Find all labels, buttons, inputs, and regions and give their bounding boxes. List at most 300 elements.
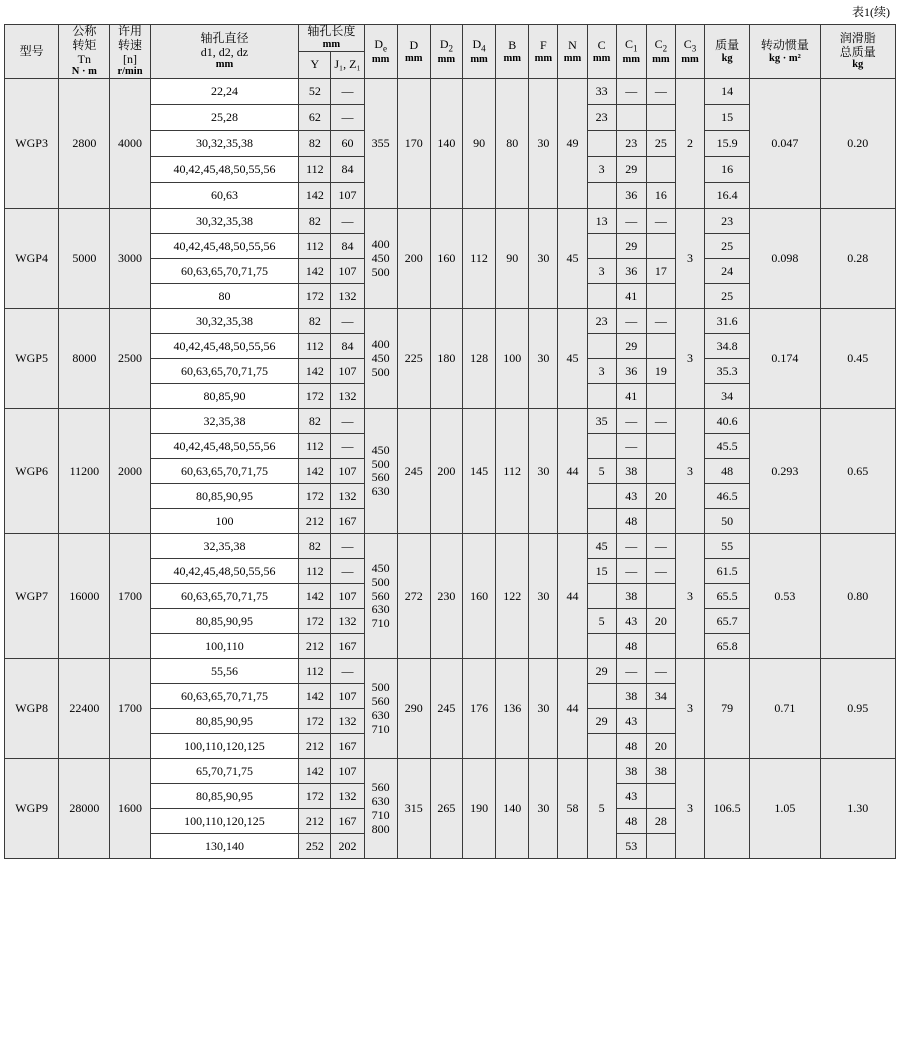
cell-bore-length-J1Z1: 60 xyxy=(331,131,364,157)
cell-De: 500 560 630 710 xyxy=(364,659,397,759)
cell-D2: 265 xyxy=(430,759,462,859)
cell-bore-length-Y: 142 xyxy=(299,684,331,709)
cell-bore-diameter: 80,85,90,95 xyxy=(150,784,299,809)
cell-C xyxy=(587,634,616,659)
cell-bore-diameter: 65,70,71,75 xyxy=(150,759,299,784)
cell-C xyxy=(587,284,616,309)
header-bore-len-J1Z1: J₁, Z₁ xyxy=(331,51,364,79)
cell-bore-length-J1Z1: 167 xyxy=(331,634,364,659)
cell-grease: 0.80 xyxy=(820,534,895,659)
cell-bore-length-J1Z1: 84 xyxy=(331,157,364,183)
cell-bore-length-J1Z1: 84 xyxy=(331,334,364,359)
cell-bore-length-Y: 112 xyxy=(299,434,331,459)
header-D: D mm xyxy=(397,25,430,79)
cell-N: 49 xyxy=(558,79,587,209)
cell-mass: 14 xyxy=(705,79,750,105)
cell-model: WGP4 xyxy=(5,209,59,309)
cell-bore-diameter: 100,110,120,125 xyxy=(150,809,299,834)
cell-F: 30 xyxy=(529,659,558,759)
cell-bore-diameter: 32,35,38 xyxy=(150,534,299,559)
cell-mass: 48 xyxy=(705,459,750,484)
cell-C1 xyxy=(616,105,646,131)
cell-bore-length-Y: 142 xyxy=(299,183,331,209)
cell-C: 23 xyxy=(587,105,616,131)
cell-B: 100 xyxy=(496,309,529,409)
cell-bore-length-Y: 82 xyxy=(299,309,331,334)
cell-C3: 3 xyxy=(675,309,704,409)
cell-C xyxy=(587,183,616,209)
cell-C2: 25 xyxy=(646,131,675,157)
cell-bore-length-Y: 172 xyxy=(299,284,331,309)
cell-C: 13 xyxy=(587,209,616,234)
cell-bore-length-Y: 112 xyxy=(299,234,331,259)
cell-mass: 34 xyxy=(705,384,750,409)
cell-C xyxy=(587,734,616,759)
cell-C xyxy=(587,131,616,157)
cell-B: 122 xyxy=(496,534,529,659)
cell-C2: — xyxy=(646,534,675,559)
cell-C2 xyxy=(646,784,675,809)
cell-F: 30 xyxy=(529,759,558,859)
cell-C1: 43 xyxy=(616,709,646,734)
cell-bore-length-Y: 82 xyxy=(299,409,331,434)
table-row xyxy=(5,759,896,784)
cell-bore-diameter: 32,35,38 xyxy=(150,409,299,434)
cell-C2 xyxy=(646,284,675,309)
cell-bore-diameter: 60,63,65,70,71,75 xyxy=(150,584,299,609)
cell-speed: 4000 xyxy=(110,79,150,209)
cell-bore-diameter: 30,32,35,38 xyxy=(150,131,299,157)
cell-bore-length-J1Z1: 107 xyxy=(331,259,364,284)
cell-mass: 55 xyxy=(705,534,750,559)
table-row xyxy=(5,309,896,334)
cell-C: 33 xyxy=(587,79,616,105)
cell-C xyxy=(587,684,616,709)
cell-De: 400 450 500 xyxy=(364,309,397,409)
cell-torque: 28000 xyxy=(59,759,110,859)
cell-C2: 16 xyxy=(646,183,675,209)
cell-mass: 15 xyxy=(705,105,750,131)
cell-B: 112 xyxy=(496,409,529,534)
cell-C2 xyxy=(646,509,675,534)
cell-bore-diameter: 80,85,90,95 xyxy=(150,609,299,634)
cell-C1: 23 xyxy=(616,131,646,157)
cell-bore-length-J1Z1: 167 xyxy=(331,734,364,759)
cell-bore-length-J1Z1: — xyxy=(331,409,364,434)
cell-F: 30 xyxy=(529,309,558,409)
cell-C1: 29 xyxy=(616,157,646,183)
cell-bore-length-J1Z1: 107 xyxy=(331,183,364,209)
cell-mass: 35.3 xyxy=(705,359,750,384)
cell-mass: 25 xyxy=(705,284,750,309)
cell-bore-length-Y: 112 xyxy=(299,334,331,359)
cell-C xyxy=(587,334,616,359)
cell-C1: — xyxy=(616,309,646,334)
cell-C: 5 xyxy=(587,609,616,634)
cell-bore-length-Y: 112 xyxy=(299,659,331,684)
cell-bore-length-Y: 62 xyxy=(299,105,331,131)
cell-model: WGP7 xyxy=(5,534,59,659)
cell-inertia: 0.174 xyxy=(750,309,820,409)
cell-C2 xyxy=(646,105,675,131)
cell-mass: 31.6 xyxy=(705,309,750,334)
cell-mass: 25 xyxy=(705,234,750,259)
cell-D: 245 xyxy=(397,409,430,534)
cell-C2 xyxy=(646,334,675,359)
cell-bore-length-J1Z1: 132 xyxy=(331,609,364,634)
cell-C1: 43 xyxy=(616,784,646,809)
header-De: $D_e$ mm xyxy=(364,25,397,79)
cell-torque: 16000 xyxy=(59,534,110,659)
cell-bore-diameter: 55,56 xyxy=(150,659,299,684)
cell-inertia: 1.05 xyxy=(750,759,820,859)
cell-bore-diameter: 60,63,65,70,71,75 xyxy=(150,359,299,384)
cell-C: 5 xyxy=(587,459,616,484)
cell-C3: 2 xyxy=(675,79,704,209)
header-D2: $D_2$ mm xyxy=(430,25,462,79)
cell-B: 136 xyxy=(496,659,529,759)
cell-bore-length-Y: 172 xyxy=(299,384,331,409)
cell-bore-length-Y: 82 xyxy=(299,534,331,559)
cell-bore-length-J1Z1: 107 xyxy=(331,584,364,609)
cell-bore-length-Y: 212 xyxy=(299,634,331,659)
cell-bore-length-Y: 212 xyxy=(299,734,331,759)
cell-C1: — xyxy=(616,534,646,559)
cell-bore-length-J1Z1: 107 xyxy=(331,459,364,484)
cell-bore-length-J1Z1: — xyxy=(331,659,364,684)
cell-C: 29 xyxy=(587,659,616,684)
cell-C xyxy=(587,484,616,509)
cell-D4: 112 xyxy=(463,209,496,309)
cell-C1: — xyxy=(616,209,646,234)
cell-grease: 0.95 xyxy=(820,659,895,759)
cell-C2: 38 xyxy=(646,759,675,784)
cell-N: 44 xyxy=(558,659,587,759)
cell-bore-diameter: 130,140 xyxy=(150,834,299,859)
cell-C1: 36 xyxy=(616,259,646,284)
cell-bore-length-J1Z1: — xyxy=(331,309,364,334)
table-header xyxy=(5,25,896,79)
cell-bore-length-J1Z1: 107 xyxy=(331,359,364,384)
cell-D4: 160 xyxy=(463,534,496,659)
cell-bore-diameter: 40,42,45,48,50,55,56 xyxy=(150,559,299,584)
cell-D2: 245 xyxy=(430,659,462,759)
cell-bore-diameter: 80,85,90,95 xyxy=(150,709,299,734)
cell-bore-diameter: 60,63,65,70,71,75 xyxy=(150,459,299,484)
cell-C xyxy=(587,509,616,534)
cell-bore-diameter: 80,85,90 xyxy=(150,384,299,409)
cell-bore-length-J1Z1: — xyxy=(331,534,364,559)
cell-inertia: 0.71 xyxy=(750,659,820,759)
cell-bore-diameter: 40,42,45,48,50,55,56 xyxy=(150,334,299,359)
cell-bore-diameter: 25,28 xyxy=(150,105,299,131)
cell-C2: — xyxy=(646,209,675,234)
cell-C2 xyxy=(646,709,675,734)
cell-speed: 1700 xyxy=(110,534,150,659)
coupling-spec-table xyxy=(4,24,896,859)
cell-bore-diameter: 22,24 xyxy=(150,79,299,105)
cell-N: 45 xyxy=(558,309,587,409)
cell-bore-length-J1Z1: — xyxy=(331,209,364,234)
cell-bore-diameter: 40,42,45,48,50,55,56 xyxy=(150,157,299,183)
cell-C1: 48 xyxy=(616,809,646,834)
cell-bore-length-Y: 142 xyxy=(299,259,331,284)
header-model: 型号 xyxy=(5,25,59,79)
cell-D4: 190 xyxy=(463,759,496,859)
cell-mass: 46.5 xyxy=(705,484,750,509)
cell-bore-diameter: 40,42,45,48,50,55,56 xyxy=(150,234,299,259)
cell-mass: 106.5 xyxy=(705,759,750,859)
cell-C1: 43 xyxy=(616,609,646,634)
cell-D2: 160 xyxy=(430,209,462,309)
cell-bore-length-Y: 112 xyxy=(299,157,331,183)
cell-bore-length-J1Z1: — xyxy=(331,79,364,105)
cell-C1: 43 xyxy=(616,484,646,509)
cell-bore-length-Y: 82 xyxy=(299,131,331,157)
cell-C1: 48 xyxy=(616,634,646,659)
header-inertia: 转动惯量 kg · m² xyxy=(750,25,820,79)
header-bore-diameter: 轴孔直径 d1, d2, dz mm xyxy=(150,25,299,79)
header-B: B mm xyxy=(496,25,529,79)
cell-bore-length-Y: 172 xyxy=(299,484,331,509)
cell-inertia: 0.293 xyxy=(750,409,820,534)
cell-mass: 23 xyxy=(705,209,750,234)
cell-speed: 1700 xyxy=(110,659,150,759)
cell-bore-diameter: 80 xyxy=(150,284,299,309)
cell-bore-length-J1Z1: 132 xyxy=(331,284,364,309)
cell-D4: 145 xyxy=(463,409,496,534)
cell-mass: 50 xyxy=(705,509,750,534)
cell-D: 315 xyxy=(397,759,430,859)
cell-C2: 20 xyxy=(646,609,675,634)
cell-speed: 2000 xyxy=(110,409,150,534)
cell-C: 29 xyxy=(587,709,616,734)
cell-C: 35 xyxy=(587,409,616,434)
cell-C1: 48 xyxy=(616,509,646,534)
cell-D2: 180 xyxy=(430,309,462,409)
header-grease: 润滑脂 总质量 kg xyxy=(820,25,895,79)
cell-bore-diameter: 30,32,35,38 xyxy=(150,309,299,334)
cell-bore-length-J1Z1: — xyxy=(331,559,364,584)
cell-torque: 8000 xyxy=(59,309,110,409)
cell-model: WGP9 xyxy=(5,759,59,859)
cell-bore-length-Y: 172 xyxy=(299,609,331,634)
cell-C2: 34 xyxy=(646,684,675,709)
cell-D4: 90 xyxy=(463,79,496,209)
cell-bore-diameter: 60,63 xyxy=(150,183,299,209)
cell-C1: — xyxy=(616,79,646,105)
cell-mass: 61.5 xyxy=(705,559,750,584)
cell-grease: 0.20 xyxy=(820,79,895,209)
cell-C1: — xyxy=(616,409,646,434)
cell-mass: 65.5 xyxy=(705,584,750,609)
cell-C2: 28 xyxy=(646,809,675,834)
cell-C: 5 xyxy=(587,759,616,859)
cell-C2: — xyxy=(646,309,675,334)
cell-B: 90 xyxy=(496,209,529,309)
cell-C2 xyxy=(646,434,675,459)
cell-mass: 45.5 xyxy=(705,434,750,459)
table-row xyxy=(5,534,896,559)
cell-C3: 3 xyxy=(675,534,704,659)
cell-C1: 53 xyxy=(616,834,646,859)
cell-C3: 3 xyxy=(675,409,704,534)
cell-mass: 15.9 xyxy=(705,131,750,157)
cell-C: 3 xyxy=(587,157,616,183)
cell-grease: 0.65 xyxy=(820,409,895,534)
cell-B: 80 xyxy=(496,79,529,209)
cell-bore-diameter: 100 xyxy=(150,509,299,534)
table-row xyxy=(5,659,896,684)
cell-torque: 5000 xyxy=(59,209,110,309)
cell-C: 45 xyxy=(587,534,616,559)
cell-C2 xyxy=(646,634,675,659)
cell-C1: — xyxy=(616,559,646,584)
cell-bore-diameter: 60,63,65,70,71,75 xyxy=(150,684,299,709)
cell-bore-length-Y: 212 xyxy=(299,809,331,834)
cell-De: 560 630 710 800 xyxy=(364,759,397,859)
cell-bore-length-J1Z1: 167 xyxy=(331,809,364,834)
cell-bore-length-Y: 112 xyxy=(299,559,331,584)
cell-bore-diameter: 60,63,65,70,71,75 xyxy=(150,259,299,284)
cell-N: 58 xyxy=(558,759,587,859)
cell-C1: — xyxy=(616,659,646,684)
cell-speed: 2500 xyxy=(110,309,150,409)
cell-C: 3 xyxy=(587,359,616,384)
cell-bore-length-J1Z1: 107 xyxy=(331,684,364,709)
cell-model: WGP3 xyxy=(5,79,59,209)
cell-bore-length-J1Z1: 132 xyxy=(331,384,364,409)
cell-mass: 65.8 xyxy=(705,634,750,659)
cell-bore-length-Y: 142 xyxy=(299,759,331,784)
cell-inertia: 0.53 xyxy=(750,534,820,659)
cell-C2 xyxy=(646,384,675,409)
cell-F: 30 xyxy=(529,79,558,209)
cell-bore-length-Y: 172 xyxy=(299,784,331,809)
cell-C2: 17 xyxy=(646,259,675,284)
cell-grease: 0.45 xyxy=(820,309,895,409)
cell-F: 30 xyxy=(529,409,558,534)
cell-F: 30 xyxy=(529,209,558,309)
cell-inertia: 0.047 xyxy=(750,79,820,209)
cell-C2: — xyxy=(646,659,675,684)
cell-C: 23 xyxy=(587,309,616,334)
cell-C2: 19 xyxy=(646,359,675,384)
cell-C: 15 xyxy=(587,559,616,584)
cell-mass: 16.4 xyxy=(705,183,750,209)
cell-C1: 29 xyxy=(616,234,646,259)
cell-C2 xyxy=(646,459,675,484)
cell-grease: 1.30 xyxy=(820,759,895,859)
cell-bore-diameter: 100,110 xyxy=(150,634,299,659)
cell-bore-diameter: 40,42,45,48,50,55,56 xyxy=(150,434,299,459)
cell-mass: 79 xyxy=(705,659,750,759)
cell-C3: 3 xyxy=(675,759,704,859)
cell-bore-length-Y: 252 xyxy=(299,834,331,859)
header-speed: 许用 转速 [n] r/min xyxy=(110,25,150,79)
cell-model: WGP8 xyxy=(5,659,59,759)
cell-C2 xyxy=(646,834,675,859)
table-caption: 表1(续) xyxy=(852,5,890,19)
table-row xyxy=(5,409,896,434)
cell-D2: 140 xyxy=(430,79,462,209)
header-N: N mm xyxy=(558,25,587,79)
cell-D4: 176 xyxy=(463,659,496,759)
cell-bore-diameter: 100,110,120,125 xyxy=(150,734,299,759)
cell-bore-length-J1Z1: 202 xyxy=(331,834,364,859)
cell-mass: 40.6 xyxy=(705,409,750,434)
cell-D2: 200 xyxy=(430,409,462,534)
cell-C1: — xyxy=(616,434,646,459)
cell-bore-length-Y: 142 xyxy=(299,459,331,484)
cell-C1: 29 xyxy=(616,334,646,359)
cell-bore-diameter: 80,85,90,95 xyxy=(150,484,299,509)
table-row xyxy=(5,79,896,105)
cell-bore-length-J1Z1: 107 xyxy=(331,759,364,784)
cell-B: 140 xyxy=(496,759,529,859)
cell-C1: 38 xyxy=(616,584,646,609)
table-body xyxy=(5,79,896,859)
cell-mass: 65.7 xyxy=(705,609,750,634)
cell-torque: 2800 xyxy=(59,79,110,209)
cell-De: 355 xyxy=(364,79,397,209)
cell-C2 xyxy=(646,234,675,259)
cell-F: 30 xyxy=(529,534,558,659)
header-mass: 质量 kg xyxy=(705,25,750,79)
header-D4: $D_4$ mm xyxy=(463,25,496,79)
cell-C2: 20 xyxy=(646,484,675,509)
cell-N: 45 xyxy=(558,209,587,309)
cell-C1: 41 xyxy=(616,284,646,309)
cell-C1: 48 xyxy=(616,734,646,759)
cell-C1: 36 xyxy=(616,183,646,209)
cell-model: WGP5 xyxy=(5,309,59,409)
cell-D: 170 xyxy=(397,79,430,209)
cell-bore-length-J1Z1: 132 xyxy=(331,709,364,734)
cell-C1: 38 xyxy=(616,759,646,784)
cell-N: 44 xyxy=(558,534,587,659)
cell-C2 xyxy=(646,584,675,609)
cell-D: 225 xyxy=(397,309,430,409)
cell-bore-length-Y: 82 xyxy=(299,209,331,234)
cell-De: 400 450 500 xyxy=(364,209,397,309)
cell-C1: 36 xyxy=(616,359,646,384)
cell-C2: 20 xyxy=(646,734,675,759)
cell-D: 272 xyxy=(397,534,430,659)
header-C: C mm xyxy=(587,25,616,79)
cell-bore-length-Y: 142 xyxy=(299,359,331,384)
cell-grease: 0.28 xyxy=(820,209,895,309)
cell-mass: 24 xyxy=(705,259,750,284)
cell-C3: 3 xyxy=(675,659,704,759)
cell-C xyxy=(587,434,616,459)
header-F: F mm xyxy=(529,25,558,79)
cell-C xyxy=(587,384,616,409)
cell-C2: — xyxy=(646,559,675,584)
cell-C1: 41 xyxy=(616,384,646,409)
cell-mass: 34.8 xyxy=(705,334,750,359)
cell-bore-length-Y: 142 xyxy=(299,584,331,609)
header-torque: 公称 转矩 Tn N · m xyxy=(59,25,110,79)
cell-bore-length-J1Z1: 167 xyxy=(331,509,364,534)
cell-speed: 3000 xyxy=(110,209,150,309)
table-row xyxy=(5,209,896,234)
cell-speed: 1600 xyxy=(110,759,150,859)
cell-bore-length-Y: 212 xyxy=(299,509,331,534)
cell-bore-length-J1Z1: — xyxy=(331,105,364,131)
cell-D: 200 xyxy=(397,209,430,309)
cell-torque: 11200 xyxy=(59,409,110,534)
